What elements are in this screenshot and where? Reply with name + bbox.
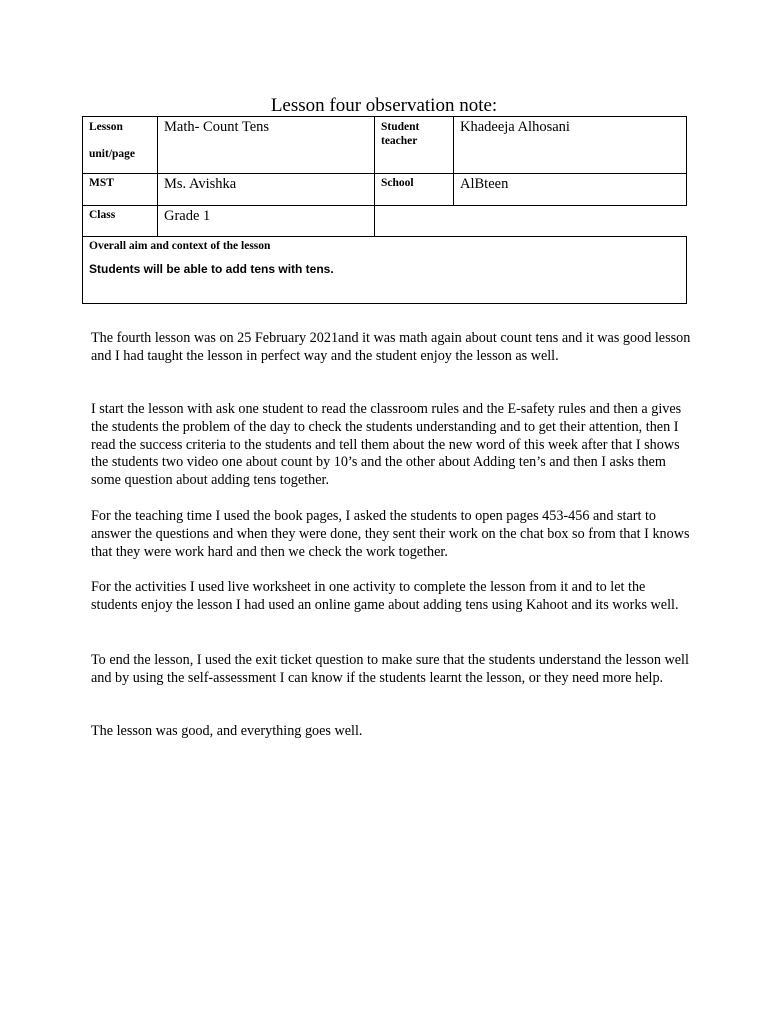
school-value-cell: AlBteen: [453, 173, 687, 206]
lesson-label-line1: Lesson: [89, 121, 123, 133]
page-title: Lesson four observation note:: [270, 95, 498, 116]
paragraph-6: The lesson was good, and everything goes well.: [91, 723, 363, 739]
paragraph-2: I start the lesson with ask one student to read the classroom rules and the E-safety rules and then a gives the students the problem of the day to check the students understanding and to get their attention, then I read the success criteria to the students and tell them about the new word of this week after that I shows the students two video one about count by 10’s and the other about Adding ten’s and then I asks them some question about adding tens together.: [91, 401, 682, 489]
aim-cell: [82, 236, 687, 304]
student-teacher-label-cell: [374, 116, 454, 174]
aim-label: Overall aim and context of the lesson: [89, 240, 271, 252]
lesson-label-line2: unit/page: [89, 148, 136, 160]
mst-value-cell: Ms. Avishka: [157, 173, 375, 206]
paragraph-3: For the teaching time I used the book pages, I asked the students to open pages 453-456 and start to answer the questions and when they were done, they sent their work on the chat box so from that I knows that they were work hard and then we check the work together.: [91, 508, 690, 560]
aim-text: Students will be able to add tens with tens.: [89, 262, 334, 276]
class-value-cell: Grade 1: [157, 205, 375, 237]
school-label-cell: School: [374, 173, 454, 206]
lesson-label-cell: [82, 116, 158, 174]
student-teacher-value-cell: Khadeeja Alhosani: [453, 116, 687, 174]
paragraph-5: To end the lesson, I used the exit ticket question to make sure that the students understand the lesson well and by using the self-assessment I can know if the students learnt the lesson, or they need more help.: [91, 652, 689, 686]
paragraph-1: The fourth lesson was on 25 February 2021and it was math again about count tens and it was good lesson and I had taught the lesson in perfect way and the student enjoy the lesson as well.: [91, 330, 691, 364]
mst-label-cell: MST: [82, 173, 158, 206]
lesson-value-cell: Math- Count Tens: [157, 116, 375, 174]
paragraph-4: For the activities I used live worksheet in one activity to complete the lesson from it and to let the students enjoy the lesson I had used an online game about adding tens using Kahoot and its works well.: [91, 579, 679, 613]
student-teacher-label-line2: teacher: [381, 135, 418, 147]
class-label-cell: Class: [82, 205, 158, 237]
student-teacher-label-line1: Student: [381, 121, 420, 133]
